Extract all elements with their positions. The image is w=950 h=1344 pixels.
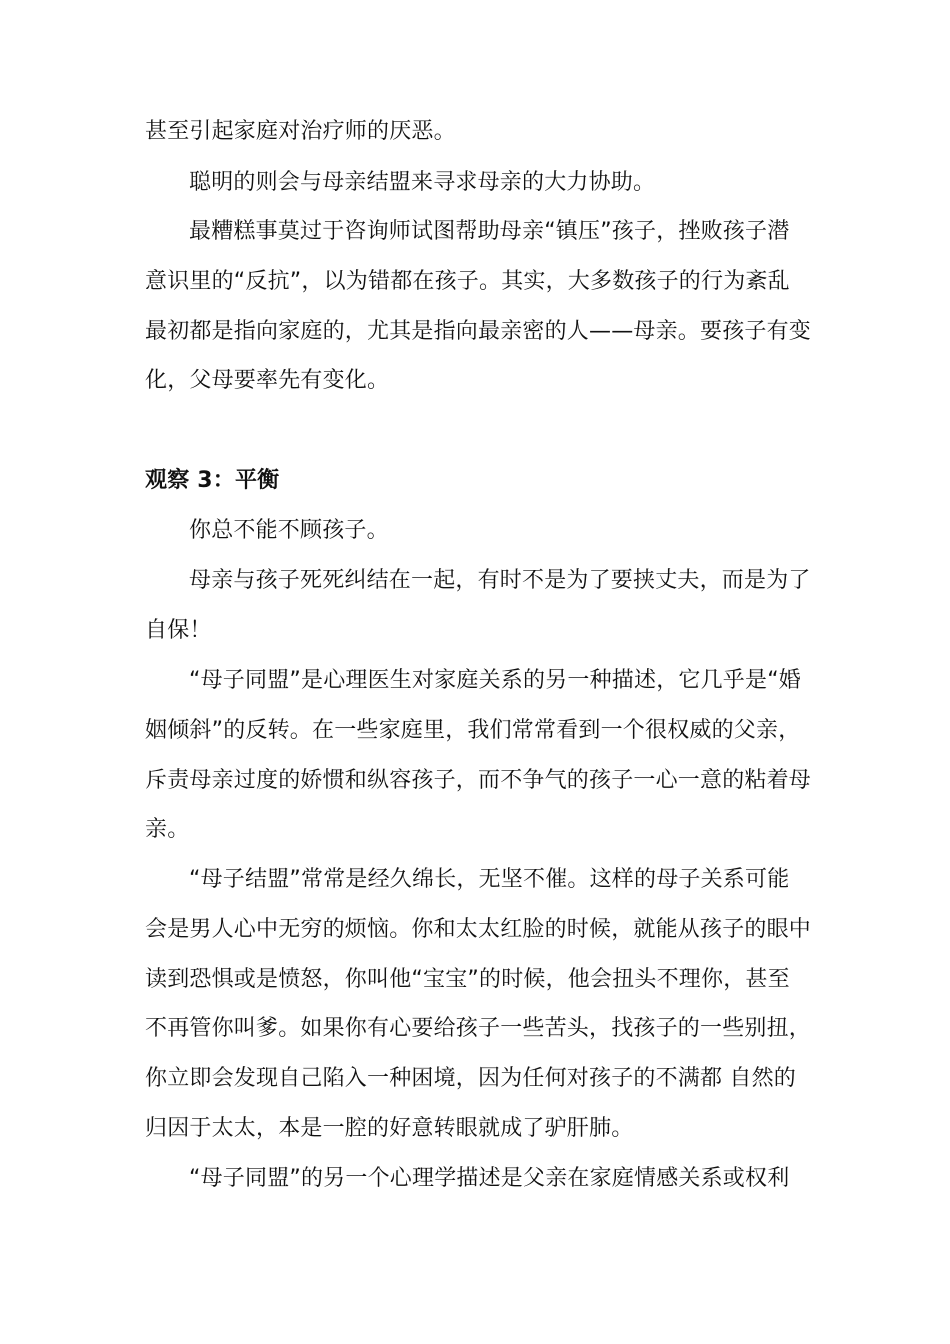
section-heading: 观察 3：平衡	[145, 468, 280, 493]
paragraph-first-line: 母亲与孩子死死纠结在一起，有时不是为了要挟丈夫，而是为了	[189, 568, 811, 593]
body-text-line: 你立即会发现自己陷入一种困境，因为任何对孩子的不满都 自然的	[145, 1066, 796, 1091]
paragraph-first-line: 你总不能不顾孩子。	[189, 518, 389, 543]
body-text-line: 归因于太太，本是一腔的好意转眼就成了驴肝肺。	[145, 1116, 634, 1141]
body-text-line: 斥责母亲过度的娇惯和纵容孩子，而不争气的孩子一心一意的粘着母	[145, 768, 812, 793]
body-text-line: 亲。	[145, 817, 190, 842]
body-text-line: 化，父母要率先有变化。	[145, 368, 390, 393]
paragraph-first-line: 最糟糕事莫过于咨询师试图帮助母亲“镇压”孩子，挫败孩子潜	[189, 219, 790, 244]
body-text-line: 读到恐惧或是愤怒，你叫他“宝宝”的时候，他会扭头不理你，甚至	[145, 967, 790, 992]
body-text-line: 意识里的“反抗”，以为错都在孩子。其实，大多数孩子的行为紊乱	[145, 269, 790, 294]
paragraph-first-line: “母子同盟”是心理医生对家庭关系的另一种描述，它几乎是“婚	[189, 668, 801, 693]
body-text-line: 甚至引起家庭对治疗师的厌恶。	[145, 119, 456, 144]
paragraph-first-line: 聪明的则会与母亲结盟来寻求母亲的大力协助。	[189, 170, 656, 195]
paragraph-first-line: “母子同盟”的另一个心理学描述是父亲在家庭情感关系或权利	[189, 1166, 790, 1191]
body-text-line: 最初都是指向家庭的，尤其是指向最亲密的人——母亲。要孩子有变	[145, 319, 812, 344]
body-text-line: 姻倾斜”的反转。在一些家庭里，我们常常看到一个很权威的父亲，	[145, 718, 801, 743]
body-text-line: 自保！	[145, 618, 212, 643]
body-text-line: 会是男人心中无穷的烦恼。你和太太红脸的时候，就能从孩子的眼中	[145, 917, 812, 942]
paragraph-first-line: “母子结盟”常常是经久绵长，无坚不催。这样的母子关系可能	[189, 867, 790, 892]
body-text-line: 不再管你叫爹。如果你有心要给孩子一些苦头，找孩子的一些别扭，	[145, 1016, 812, 1041]
